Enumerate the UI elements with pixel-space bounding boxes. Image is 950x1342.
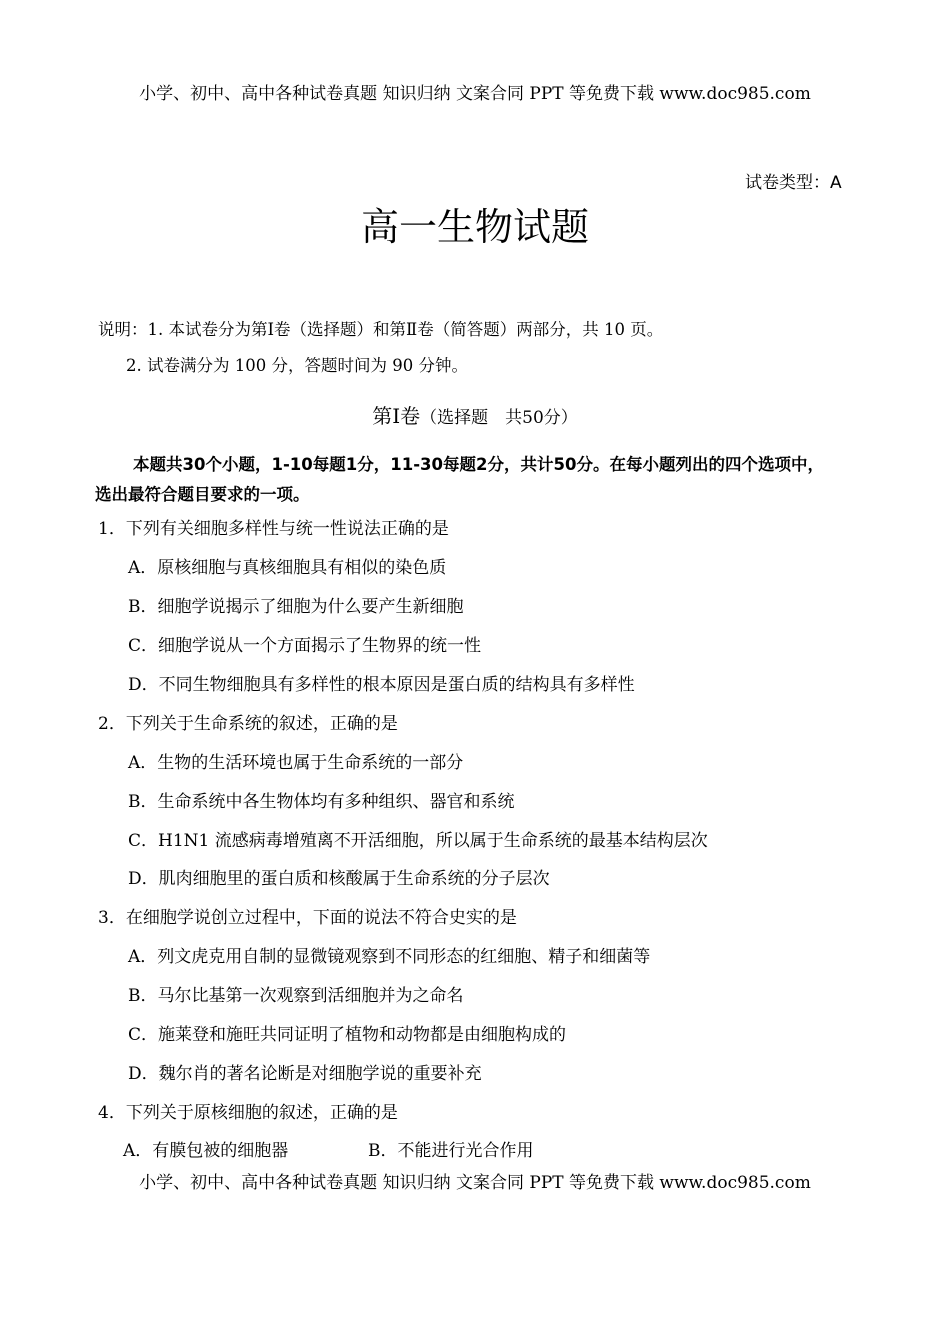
question-3-option-b: B．马尔比基第一次观察到活细胞并为之命名 bbox=[128, 986, 464, 1006]
question-1-option-b: B．细胞学说揭示了细胞为什么要产生新细胞 bbox=[128, 597, 464, 617]
question-2-option-b: B．生命系统中各生物体均有多种组织、器官和系统 bbox=[128, 792, 515, 812]
question-1-option-d: D．不同生物细胞具有多样性的根本原因是蛋白质的结构具有多样性 bbox=[128, 675, 635, 695]
section-title: 第Ⅰ卷 bbox=[372, 404, 421, 428]
intro-line-1: 本题共30个小题，1-10每题1分，11-30每题2分，共计50分。在每小题列出的四个选项中， bbox=[133, 455, 824, 474]
question-2-option-a: A．生物的生活环境也属于生命系统的一部分 bbox=[128, 753, 464, 773]
section-heading bbox=[0, 400, 950, 429]
question-3-option-a: A．列文虎克用自制的显微镜观察到不同形态的红细胞、精子和细菌等 bbox=[128, 947, 651, 967]
page-title: 高一生物试题 bbox=[360, 205, 589, 249]
question-1-stem: 1．下列有关细胞多样性与统一性说法正确的是 bbox=[98, 519, 449, 539]
page-header: 小学、初中、高中各种试卷真题 知识归纳 文案合同 PPT 等免费下载 www.doc985.com bbox=[139, 84, 811, 104]
question-4-option-a: A．有膜包被的细胞器 bbox=[123, 1141, 289, 1161]
question-4-option-b: B．不能进行光合作用 bbox=[368, 1141, 534, 1161]
paper-type-label: 试卷类型：A bbox=[745, 173, 842, 193]
question-4-stem: 4．下列关于原核细胞的叙述，正确的是 bbox=[98, 1103, 398, 1123]
section-subtitle: （选择题 共50分） bbox=[420, 408, 578, 428]
question-2-stem: 2．下列关于生命系统的叙述，正确的是 bbox=[98, 714, 398, 734]
question-3-option-d: D．魏尔肖的著名论断是对细胞学说的重要补充 bbox=[128, 1064, 482, 1084]
note-line-2: 2. 试卷满分为 100 分，答题时间为 90 分钟。 bbox=[126, 356, 468, 375]
question-3-stem: 3．在细胞学说创立过程中，下面的说法不符合史实的是 bbox=[98, 908, 517, 928]
question-2-option-c: C．H1N1 流感病毒增殖离不开活细胞，所以属于生命系统的最基本结构层次 bbox=[128, 831, 708, 851]
question-1-option-a: A．原核细胞与真核细胞具有相似的染色质 bbox=[128, 558, 447, 578]
question-1-option-c: C．细胞学说从一个方面揭示了生物界的统一性 bbox=[128, 636, 482, 656]
note-line-1: 说明：1. 本试卷分为第Ⅰ卷（选择题）和第Ⅱ卷（简答题）两部分，共 10 页。 bbox=[98, 320, 664, 339]
question-2-option-d: D．肌肉细胞里的蛋白质和核酸属于生命系统的分子层次 bbox=[128, 869, 550, 889]
question-3-option-c: C．施莱登和施旺共同证明了植物和动物都是由细胞构成的 bbox=[128, 1025, 567, 1045]
intro-line-2: 选出最符合题目要求的一项。 bbox=[95, 485, 310, 504]
page-footer: 小学、初中、高中各种试卷真题 知识归纳 文案合同 PPT 等免费下载 www.doc985.com bbox=[139, 1173, 811, 1193]
